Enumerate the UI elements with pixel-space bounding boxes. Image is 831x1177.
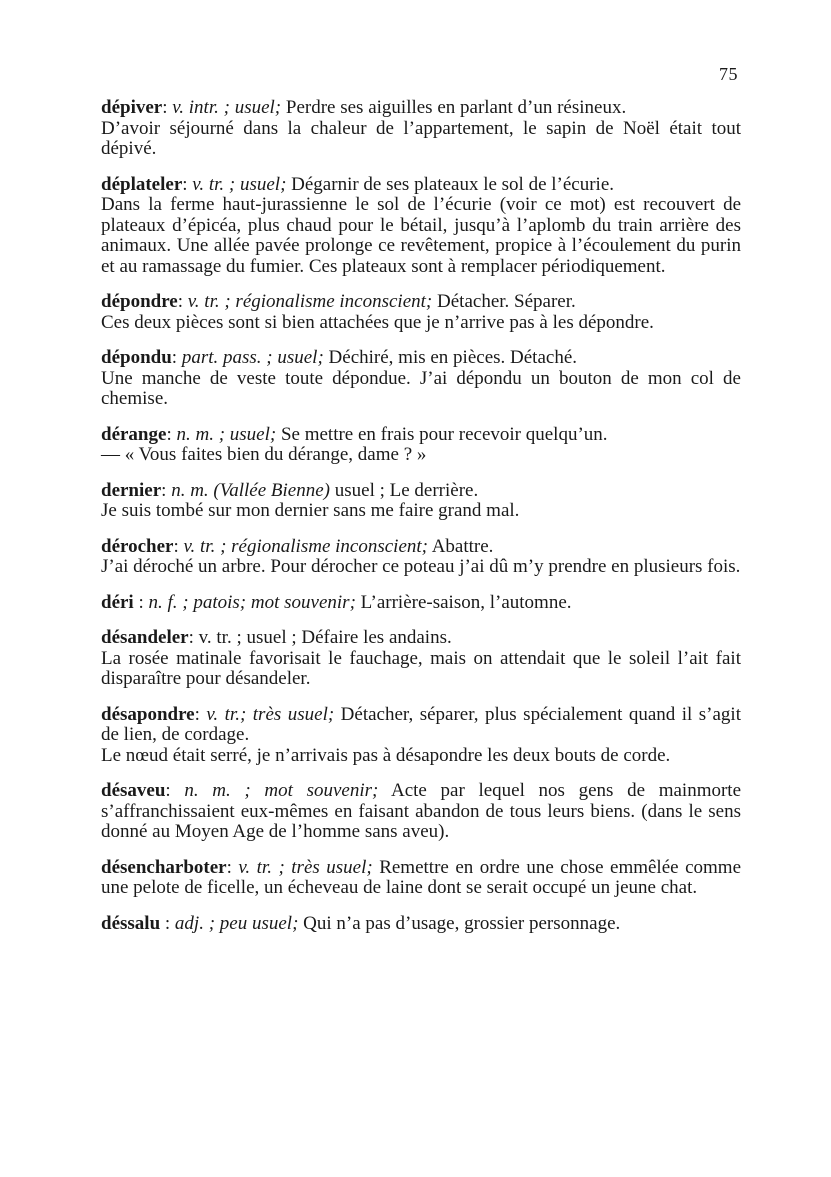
definition: Acte par lequel nos gens de mainmorte s’affranchissaient eux-mêmes en faisant abandon de tous leurs biens. (dans le sens donné au Moyen Age de l’homme sans aveu). [101,780,742,842]
headword-separator: : [162,97,173,118]
grammar-label: n. f. ; patois; mot souvenir; [148,591,356,613]
headword: déri [101,591,134,613]
entry-definition-line [101,348,741,369]
headword-separator: : [188,627,199,648]
headword: déssalu [101,912,161,934]
definition: Perdre ses aiguilles en parlant d’un résineux. [281,97,627,118]
entry-definition-line [101,858,741,899]
dictionary-entry [101,705,741,767]
headword: dérange [101,423,167,445]
grammar-label: v. tr. ; usuel; [192,173,287,195]
dictionary-entry [101,628,741,690]
grammar-label: v. tr.; très usuel; [206,703,335,725]
dictionary-entry [101,425,741,466]
headword-separator: : [166,423,177,445]
headword: dernier [101,479,162,501]
entry-definition-line [101,593,741,614]
dictionary-entry [101,537,741,578]
entry-definition-line [101,781,741,843]
dictionary-entry [101,98,741,160]
entry-definition-line [101,98,741,119]
page-number: 75 [719,64,738,84]
dictionary-entry [101,914,741,935]
grammar-label: v. tr. ; régionalisme inconscient; [187,291,433,312]
headword-separator: : [161,479,172,501]
entry-definition-line [101,914,741,935]
example-text: Ces deux pièces sont si bien attachées que je n’arrive pas à les dépondre. [101,311,654,333]
headword-separator: : [160,912,175,934]
definition: Détacher. Séparer. [432,291,576,312]
grammar-label: adj. ; peu usuel; [174,912,299,934]
grammar-label: n. m. ; usuel; [176,423,277,445]
definition: usuel ; Le derrière. [330,479,479,501]
grammar-label: v. tr. ; très usuel; [238,856,373,878]
headword-separator: : [182,173,193,195]
grammar-label: n. m. ; mot souvenir; [184,780,379,801]
entry-definition-line [101,175,741,196]
dictionary-entry [101,858,741,899]
headword: déplateler [101,173,183,195]
dictionary-entry [101,593,741,614]
dictionary-entry [101,292,741,333]
headword: dépiver [101,97,163,118]
headword: désaveu [101,780,166,801]
dictionary-entry [101,175,741,278]
headword: dépondre [101,291,178,312]
headword: désandeler [101,627,189,648]
entry-definition-line [101,292,741,313]
entry-definition-line [101,481,741,502]
definition: v. tr. ; usuel ; Défaire les andains. [198,627,452,648]
example-text: J’ai déroché un arbre. Pour dérocher ce poteau j’ai dû m’y prendre en plusieurs fois. [101,556,741,577]
headword-separator: : [173,535,184,557]
headword-separator: : [133,591,149,613]
example-text: Je suis tombé sur mon dernier sans me faire grand mal. [101,500,520,521]
dictionary-entry [101,781,741,843]
headword-separator: : [177,291,188,312]
definition: Abattre. [428,535,494,557]
headword-separator: : [171,347,182,368]
grammar-label: v. tr. ; régionalisme inconscient; [183,535,428,557]
headword: désapondre [101,703,195,725]
entry-definition-line [101,705,741,746]
grammar-label: v. intr. ; usuel; [172,97,282,118]
headword: dérocher [101,535,174,557]
headword-separator: : [226,856,239,878]
headword: dépondu [101,347,172,368]
example-text: D’avoir séjourné dans la chaleur de l’appartement, le sapin de Noël était tout dépivé. [101,117,741,159]
definition: Qui n’a pas d’usage, grossier personnage. [298,912,621,934]
entry-definition-line [101,537,741,558]
example-text: Le nœud était serré, je n’arrivais pas à désapondre les deux bouts de corde. [101,744,671,766]
definition: Dégarnir de ses plateaux le sol de l’écurie. [286,173,615,195]
example-text: Une manche de veste toute dépondue. J’ai dépondu un bouton de mon col de chemise. [101,367,741,409]
grammar-label: part. pass. ; usuel; [181,347,324,368]
dictionary-entry [101,481,741,522]
headword-separator: : [165,780,185,801]
definition: L’arrière-saison, l’automne. [355,591,572,613]
headword-separator: : [194,703,207,725]
grammar-label: n. m. (Vallée Bienne) [171,479,330,501]
dictionary-entries [101,98,741,949]
example-text: La rosée matinale favorisait le fauchage, mais on attendait que le soleil l’ait fait disparaître pour désandeler. [101,647,741,689]
definition: Détacher, séparer, plus spécialement quand il s’agit de lien, de cordage. [101,703,741,745]
definition: Remettre en ordre une chose emmêlée comme une pelote de ficelle, un écheveau de laine dont se serait occupé un jeune chat. [101,856,741,898]
definition: Déchiré, mis en pièces. Détaché. [323,347,578,368]
entry-definition-line [101,628,741,649]
definition: Se mettre en frais pour recevoir quelqu’un. [276,423,608,445]
example-text: — « Vous faites bien du dérange, dame ? » [101,444,427,465]
dictionary-entry [101,348,741,410]
headword: désencharboter [101,856,227,878]
entry-definition-line [101,425,741,446]
example-text: Dans la ferme haut-jurassienne le sol de l’écurie (voir ce mot) est recouvert de plateaux d’épicéa, plus chaud pour le bétail, jusqu’à l’aplomb du train arrière des animaux. Une allée pavée prolonge ce revêtement, propice à l’écoulement du purin et au ramassage du fumier. Ces plateaux sont à remplacer périodiquement. [101,194,741,277]
